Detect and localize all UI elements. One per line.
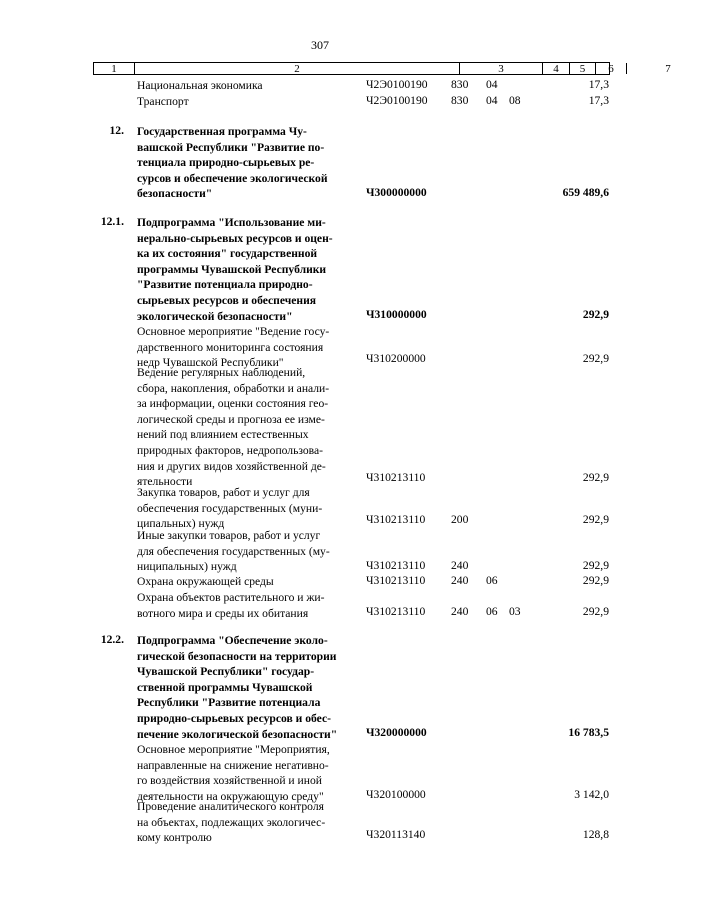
line: Основное мероприятие "Мероприятия, (137, 743, 330, 756)
line: Чувашской Республики" государ- (137, 665, 315, 679)
line: Закупка товаров, работ и услуг для (137, 486, 310, 499)
row-sum: 16 783,5 (568, 726, 609, 739)
line: го воздействия хозяйственной и иной (137, 774, 322, 788)
row-code: Ч310213110 (366, 513, 426, 526)
row-code: Ч320113140 (366, 828, 426, 841)
row-name (137, 324, 357, 371)
row-code: Ч320000000 (366, 726, 427, 739)
row-rz: 04 (486, 94, 498, 107)
row-vr: 240 (451, 559, 469, 572)
line: ственной программы Чувашской (137, 680, 313, 694)
row-code: Ч310200000 (366, 352, 426, 365)
line: дарственного мониторинга состояния (137, 340, 324, 354)
row-name (137, 799, 357, 846)
line: вотного мира и среды их обитания (137, 606, 309, 620)
row-code: Ч2Э0100190 (366, 94, 428, 107)
line: для обеспечения государственных (му- (137, 544, 330, 558)
line: Подпрограмма "Обеспечение эколо- (137, 634, 328, 647)
row-number: 12. (109, 124, 124, 137)
row-name (137, 590, 357, 621)
row-vr: 240 (451, 574, 469, 587)
header-col-4: 4 (542, 63, 569, 74)
row-code: Ч310000000 (366, 308, 427, 321)
header-col-6: 6 (595, 63, 626, 74)
row-sum: 292,9 (582, 308, 609, 321)
line: гической безопасности на территории (137, 649, 337, 663)
line: вашской Республики "Развитие по- (137, 140, 325, 154)
line: ятельности (137, 475, 193, 489)
line: сурсов и обеспечение экологической (137, 171, 328, 185)
line: на объектах, подлежащих экологичес- (137, 815, 326, 829)
line: сырьевых ресурсов и обеспечения (137, 293, 317, 307)
row-vr: 830 (451, 94, 469, 107)
row-name (137, 365, 357, 490)
row-code: Ч310213110 (366, 471, 426, 484)
row-sum: 292,9 (582, 605, 609, 618)
row-code: Ч300000000 (366, 186, 427, 199)
line: экологической безопасности" (137, 309, 293, 323)
row-sum: 292,9 (582, 559, 609, 572)
line: "Развитие потенциала природно- (137, 278, 313, 292)
row-name (137, 124, 357, 202)
line: ка их состояния" государственной (137, 247, 318, 261)
row-number: 12.1. (100, 215, 124, 228)
table-row (0, 94, 640, 110)
row-code: Ч310213110 (366, 574, 426, 587)
row-code: Ч310213110 (366, 605, 426, 618)
table-row (0, 78, 640, 94)
line: Проведение аналитического контроля (137, 800, 324, 813)
line: безопасности" (137, 187, 213, 201)
line: за информации, оценки состояния гео- (137, 397, 329, 411)
line: Подпрограмма "Использование ми- (137, 216, 326, 229)
line: ципальных) нужд (137, 517, 225, 531)
row-sum: 659 489,6 (562, 186, 609, 199)
row-pr: 08 (509, 94, 521, 107)
row-name (137, 633, 357, 742)
header-col-3: 3 (459, 63, 542, 74)
row-rz: 06 (486, 605, 498, 618)
line: направленные на снижение негативно- (137, 758, 329, 772)
line: печение экологической безопасности" (137, 727, 338, 741)
row-sum: 292,9 (582, 352, 609, 365)
row-name (137, 485, 357, 532)
row-number: 12.2. (100, 633, 124, 646)
row-sum: 292,9 (582, 513, 609, 526)
line: недр Чувашской Республики" (137, 356, 284, 370)
row-name: Транспорт (137, 95, 189, 108)
line: Ведение регулярных наблюдений, (137, 366, 306, 379)
row-name: Охрана окружающей среды (137, 575, 274, 588)
line: природных факторов, недропользова- (137, 443, 324, 457)
line: деятельности на окружающую среду" (137, 789, 324, 803)
row-sum: 292,9 (582, 574, 609, 587)
row-sum: 128,8 (582, 828, 609, 841)
line: кому контролю (137, 831, 212, 845)
row-sum: 292,9 (582, 471, 609, 484)
header-col-1: 1 (111, 63, 117, 75)
line: Иные закупки товаров, работ и услуг (137, 529, 321, 542)
line: нерально-сырьевых ресурсов и оцен- (137, 231, 333, 245)
row-name (137, 215, 357, 324)
row-sum: 17,3 (588, 94, 609, 107)
header-col-2: 2 (134, 63, 459, 74)
row-name (137, 742, 357, 804)
table-row (0, 574, 640, 590)
row-code: Ч320100000 (366, 788, 426, 801)
row-name: Национальная экономика (137, 79, 263, 92)
line: тенциала природно-сырьевых ре- (137, 156, 315, 170)
row-vr: 240 (451, 605, 469, 618)
row-code: Ч2Э0100190 (366, 78, 428, 91)
row-vr: 830 (451, 78, 469, 91)
row-code: Ч310213110 (366, 559, 426, 572)
line: Охрана объектов растительного и жи- (137, 591, 325, 604)
row-sum: 3 142,0 (574, 788, 609, 801)
line: логической среды и прогноза ее изме- (137, 412, 325, 426)
line: Основное мероприятие "Ведение госу- (137, 325, 330, 338)
line: Республики "Развитие потенциала (137, 696, 321, 710)
line: ния и других видов хозяйственной де- (137, 459, 326, 473)
row-rz: 04 (486, 78, 498, 91)
row-vr: 200 (451, 513, 469, 526)
header-col-5: 5 (569, 63, 595, 74)
row-pr: 03 (509, 605, 521, 618)
line: Государственная программа Чу- (137, 125, 307, 138)
line: нений под влиянием естественных (137, 428, 309, 442)
row-rz: 06 (486, 574, 498, 587)
table-header (93, 62, 671, 75)
page-number: 307 (311, 38, 329, 52)
row-sum: 17,3 (588, 78, 609, 91)
line: ниципальных) нужд (137, 560, 237, 574)
line: природно-сырьевых ресурсов и обес- (137, 711, 331, 725)
header-col-7: 7 (626, 63, 709, 74)
line: сбора, накопления, обработки и анали- (137, 381, 330, 395)
row-name (137, 528, 357, 575)
line: программы Чувашской Республики (137, 262, 327, 276)
line: обеспечения государственных (муни- (137, 501, 323, 515)
